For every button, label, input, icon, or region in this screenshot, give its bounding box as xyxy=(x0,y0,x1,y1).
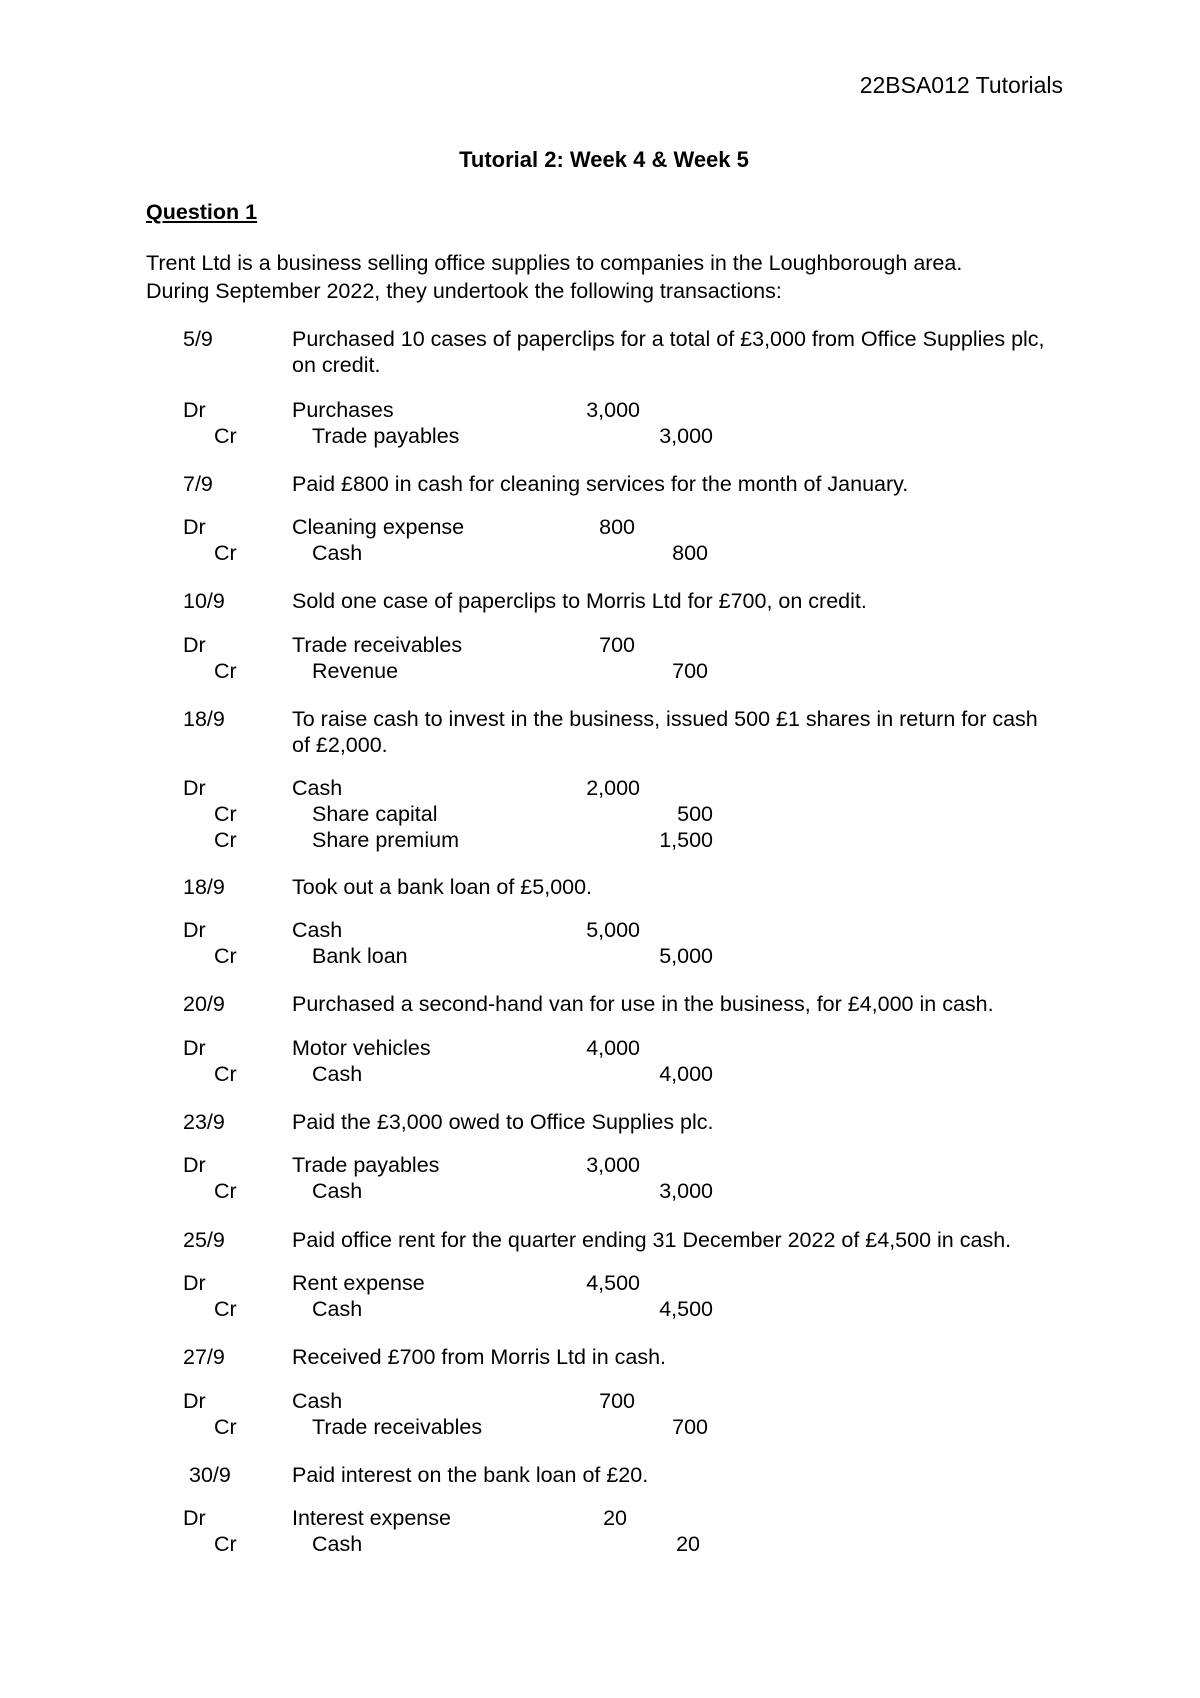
debit-label: Dr xyxy=(183,1153,206,1177)
credit-line xyxy=(0,1061,1200,1087)
credit-amount: 500 xyxy=(677,802,713,826)
transaction-text: Paid £800 in cash for cleaning services for the month of January. xyxy=(292,472,909,496)
credit-line xyxy=(0,1414,1200,1440)
credit-account: Cash xyxy=(312,1062,363,1086)
transaction-text: Sold one case of paperclips to Morris Ltd for £700, on credit. xyxy=(292,589,867,613)
credit-account: Trade receivables xyxy=(312,1415,483,1439)
credit-amount: 4,000 xyxy=(659,1062,713,1086)
debit-amount: 3,000 xyxy=(586,1153,640,1177)
transaction-text: Paid interest on the bank loan of £20. xyxy=(292,1463,649,1487)
debit-account: Cash xyxy=(292,1389,343,1413)
debit-account: Interest expense xyxy=(292,1506,451,1530)
credit-line xyxy=(0,1531,1200,1557)
transaction-description xyxy=(0,991,1200,1017)
credit-account: Cash xyxy=(312,1532,363,1556)
credit-account: Trade payables xyxy=(312,424,460,448)
journal-entry xyxy=(0,632,1200,684)
debit-amount: 5,000 xyxy=(586,918,640,942)
transaction-date: 5/9 xyxy=(183,327,213,351)
debit-line xyxy=(0,1152,1200,1178)
transaction-description xyxy=(0,1344,1200,1370)
credit-line xyxy=(0,1178,1200,1204)
credit-amount: 20 xyxy=(676,1532,700,1556)
credit-label: Cr xyxy=(214,541,237,565)
transaction-date: 7/9 xyxy=(183,472,213,496)
page-title: Tutorial 2: Week 4 & Week 5 xyxy=(459,147,749,172)
debit-label: Dr xyxy=(183,1506,206,1530)
debit-account: Rent expense xyxy=(292,1271,425,1295)
debit-label: Dr xyxy=(183,515,206,539)
credit-account: Revenue xyxy=(312,659,399,683)
journal-entry xyxy=(0,514,1200,566)
credit-label: Cr xyxy=(214,944,237,968)
debit-account: Cleaning expense xyxy=(292,515,465,539)
transaction-date: 10/9 xyxy=(183,589,225,613)
debit-label: Dr xyxy=(183,633,206,657)
question-heading: Question 1 xyxy=(146,200,258,224)
credit-line xyxy=(0,540,1200,566)
credit-amount: 1,500 xyxy=(659,828,713,852)
transaction-date: 23/9 xyxy=(183,1110,225,1134)
journal-entry xyxy=(0,917,1200,969)
credit-account: Bank loan xyxy=(312,944,408,968)
journal-entry xyxy=(0,397,1200,449)
transaction-text: Purchased 10 cases of paperclips for a total of £3,000 from Office Supplies plc, on credit. xyxy=(292,327,1045,377)
credit-label: Cr xyxy=(214,828,237,852)
debit-account: Cash xyxy=(292,776,343,800)
debit-account: Cash xyxy=(292,918,343,942)
transaction-description xyxy=(0,874,1200,900)
transaction-date: 25/9 xyxy=(183,1228,225,1252)
debit-label: Dr xyxy=(183,918,206,942)
debit-line xyxy=(0,917,1200,943)
debit-label: Dr xyxy=(183,398,206,422)
transaction-text: Paid the £3,000 owed to Office Supplies plc. xyxy=(292,1110,714,1134)
debit-amount: 20 xyxy=(603,1506,627,1530)
transaction-description xyxy=(0,1227,1200,1253)
debit-account: Purchases xyxy=(292,398,394,422)
transaction-text: Took out a bank loan of £5,000. xyxy=(292,875,593,899)
credit-label: Cr xyxy=(214,1415,237,1439)
transaction-text: Paid office rent for the quarter ending 31 December 2022 of £4,500 in cash. xyxy=(292,1228,1012,1252)
debit-amount: 700 xyxy=(599,633,635,657)
transaction-date: 27/9 xyxy=(183,1345,225,1369)
debit-account: Trade payables xyxy=(292,1153,440,1177)
transaction-date: 18/9 xyxy=(183,707,225,731)
question-intro xyxy=(146,249,1046,305)
debit-line xyxy=(0,1505,1200,1531)
debit-line xyxy=(0,1035,1200,1061)
journal-entry xyxy=(0,1505,1200,1557)
debit-line xyxy=(0,775,1200,801)
debit-line xyxy=(0,397,1200,423)
debit-line xyxy=(0,632,1200,658)
credit-amount: 5,000 xyxy=(659,944,713,968)
debit-amount: 2,000 xyxy=(586,776,640,800)
debit-label: Dr xyxy=(183,1389,206,1413)
credit-amount: 700 xyxy=(672,659,708,683)
debit-amount: 700 xyxy=(599,1389,635,1413)
debit-amount: 3,000 xyxy=(586,398,640,422)
transaction-text: To raise cash to invest in the business, issued 500 £1 shares in return for cash of £2,000. xyxy=(292,707,1038,757)
credit-line xyxy=(0,827,1200,853)
credit-amount: 3,000 xyxy=(659,1179,713,1203)
journal-entry xyxy=(0,1152,1200,1204)
credit-line xyxy=(0,943,1200,969)
transaction-text: Purchased a second-hand van for use in the business, for £4,000 in cash. xyxy=(292,992,994,1016)
transaction-description xyxy=(0,326,1200,377)
credit-line xyxy=(0,1296,1200,1322)
intro-line-1: Trent Ltd is a business selling office supplies to companies in the Loughborough area. xyxy=(146,251,963,275)
credit-account: Cash xyxy=(312,541,363,565)
credit-label: Cr xyxy=(214,1179,237,1203)
credit-amount: 4,500 xyxy=(659,1297,713,1321)
credit-label: Cr xyxy=(214,659,237,683)
transaction-date: 30/9 xyxy=(189,1463,231,1487)
debit-label: Dr xyxy=(183,1036,206,1060)
debit-line xyxy=(0,1388,1200,1414)
credit-label: Cr xyxy=(214,1297,237,1321)
debit-label: Dr xyxy=(183,776,206,800)
credit-label: Cr xyxy=(214,802,237,826)
journal-entry xyxy=(0,1388,1200,1440)
credit-amount: 800 xyxy=(672,541,708,565)
debit-amount: 800 xyxy=(599,515,635,539)
journal-entry xyxy=(0,1035,1200,1087)
credit-label: Cr xyxy=(214,1532,237,1556)
journal-entry xyxy=(0,775,1200,853)
transaction-description xyxy=(0,706,1200,757)
debit-label: Dr xyxy=(183,1271,206,1295)
credit-label: Cr xyxy=(214,424,237,448)
credit-amount: 3,000 xyxy=(659,424,713,448)
credit-account: Share premium xyxy=(312,828,459,852)
transaction-description xyxy=(0,1109,1200,1135)
credit-account: Cash xyxy=(312,1297,363,1321)
transaction-date: 20/9 xyxy=(183,992,225,1016)
credit-line xyxy=(0,423,1200,449)
intro-line-2: During September 2022, they undertook the following transactions: xyxy=(146,279,782,303)
debit-account: Motor vehicles xyxy=(292,1036,431,1060)
credit-label: Cr xyxy=(214,1062,237,1086)
debit-line xyxy=(0,1270,1200,1296)
debit-account: Trade receivables xyxy=(292,633,463,657)
journal-entry xyxy=(0,1270,1200,1322)
credit-line xyxy=(0,658,1200,684)
transaction-description xyxy=(0,588,1200,614)
transaction-text: Received £700 from Morris Ltd in cash. xyxy=(292,1345,667,1369)
transaction-description xyxy=(0,471,1200,497)
credit-account: Share capital xyxy=(312,802,438,826)
credit-account: Cash xyxy=(312,1179,363,1203)
debit-amount: 4,500 xyxy=(586,1271,640,1295)
transaction-description xyxy=(0,1462,1200,1488)
debit-amount: 4,000 xyxy=(586,1036,640,1060)
transaction-date: 18/9 xyxy=(183,875,225,899)
credit-amount: 700 xyxy=(672,1415,708,1439)
course-code-header: 22BSA012 Tutorials xyxy=(859,72,1063,98)
debit-line xyxy=(0,514,1200,540)
credit-line xyxy=(0,801,1200,827)
